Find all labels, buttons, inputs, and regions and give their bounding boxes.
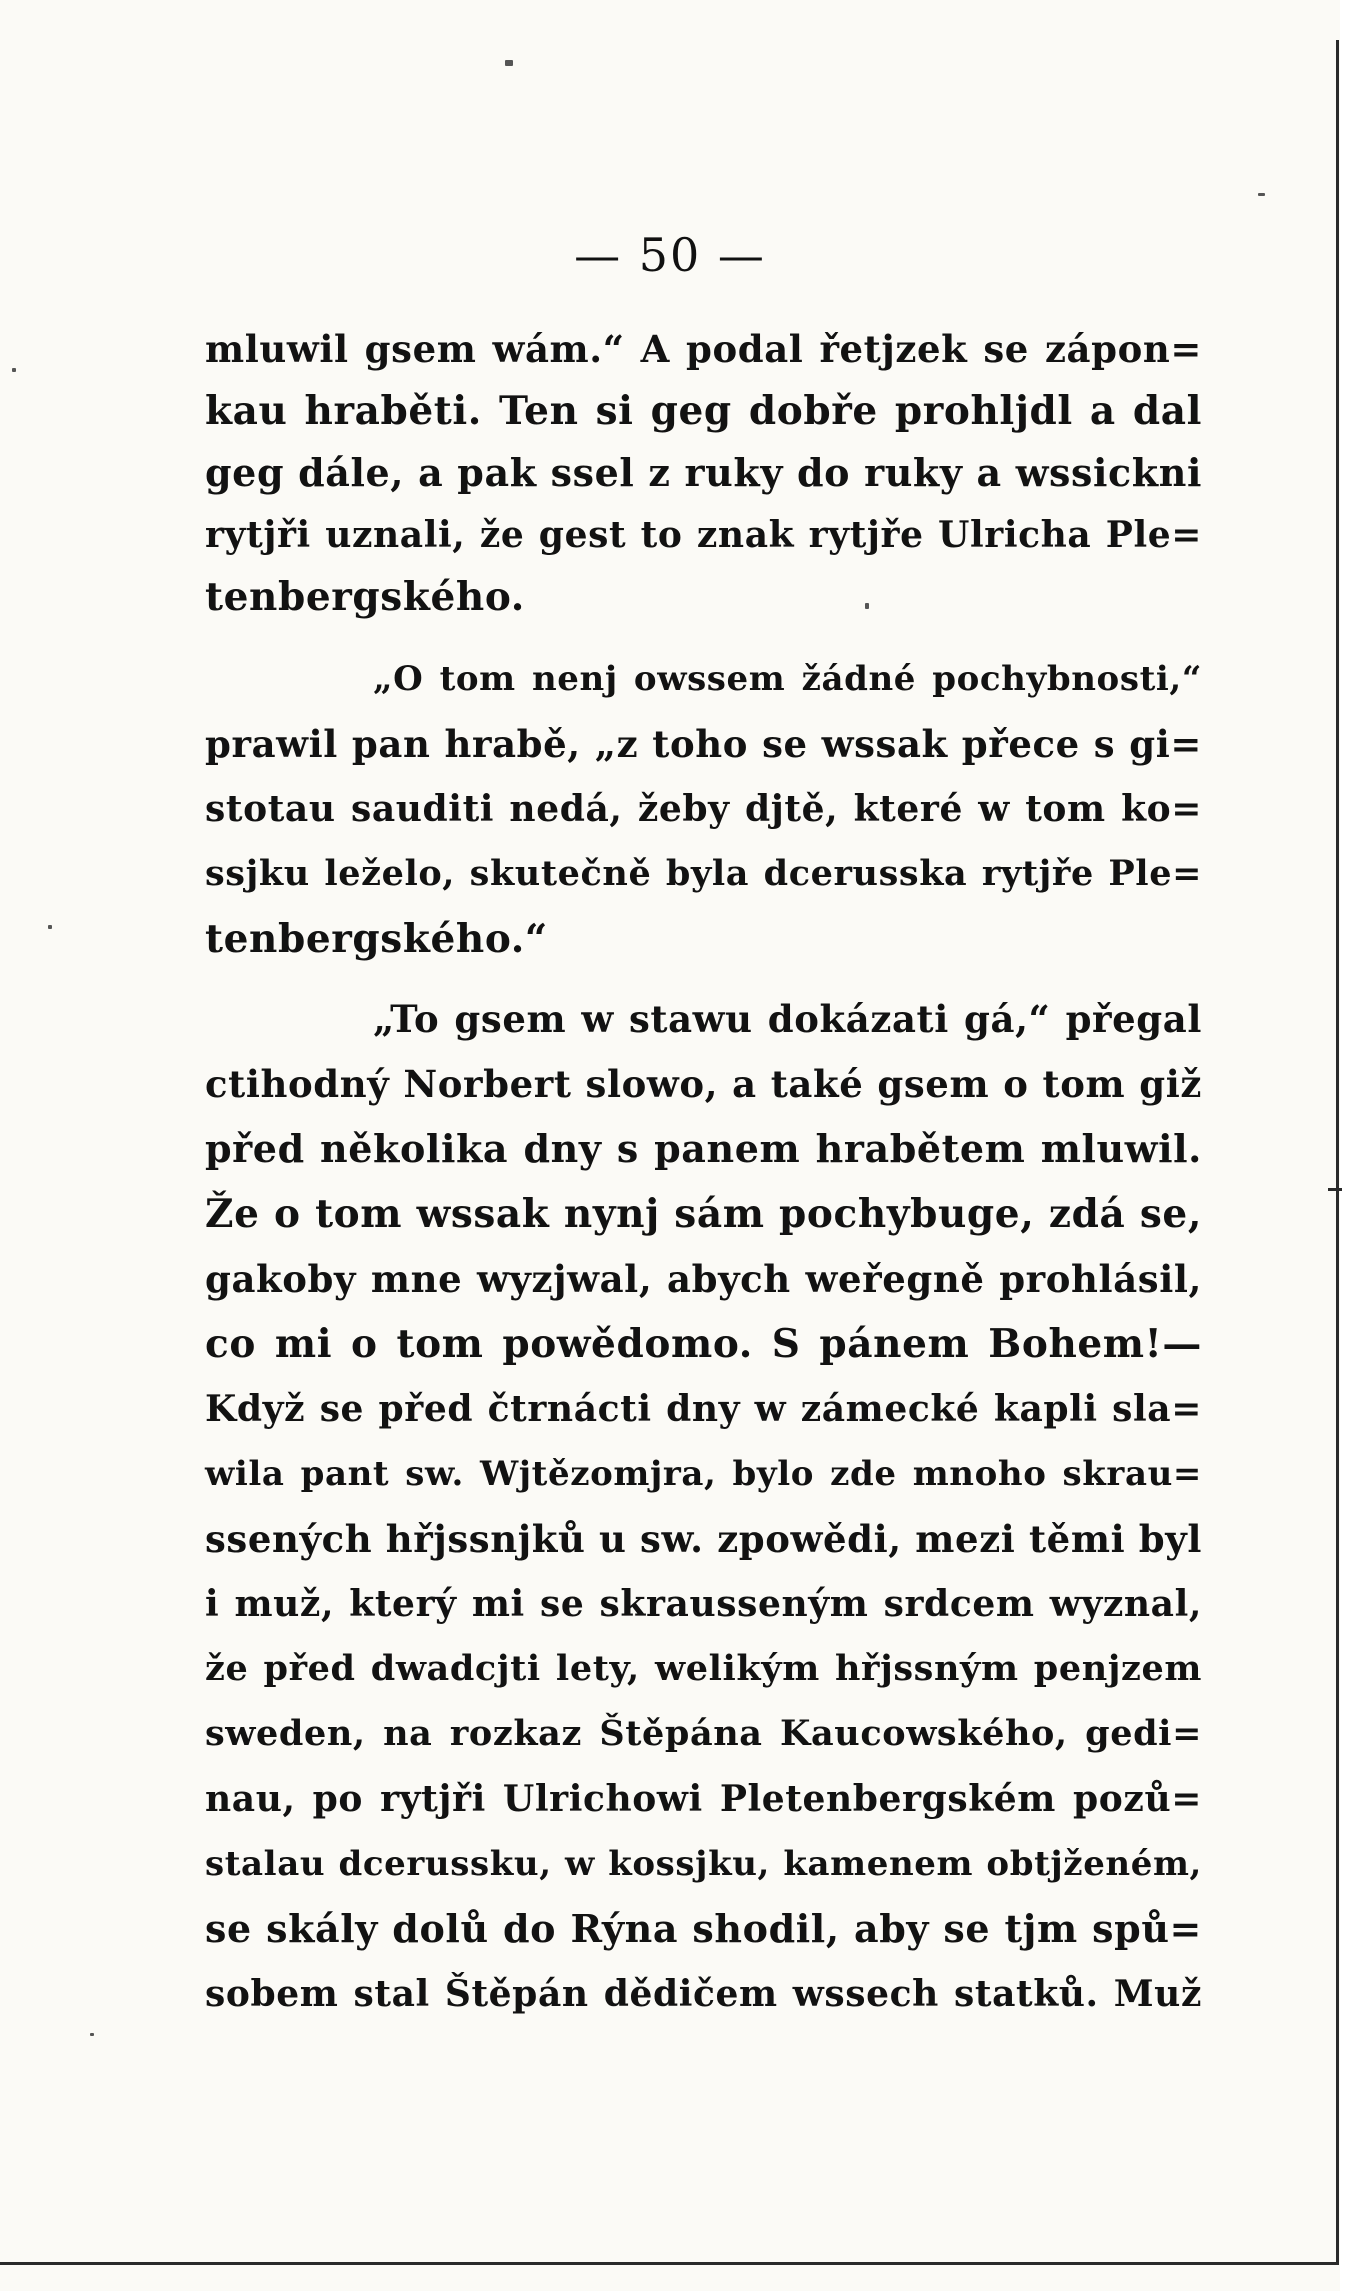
text-line: mluwil gsem wám.“ A podal řetjzek se zápon=: [205, 327, 1202, 371]
page-edge-notch: [1328, 1188, 1342, 1191]
text-line: tenbergského.“: [205, 916, 548, 962]
text-line: co mi o tom powědomo. S pánem Bohem!—: [205, 1321, 1202, 1367]
text-line: i muž, který mi se skrausseným srdcem wyznal,: [205, 1583, 1202, 1625]
text-line: ctihodný Norbert slowo, a také gsem o tom giž: [205, 1062, 1202, 1106]
text-line: sweden, na rozkaz Štěpána Kaucowského, gedi=: [205, 1713, 1202, 1754]
page-edge-right: [1336, 40, 1339, 2265]
text-line: sobem stal Štěpán dědičem wssech statků. Muž: [205, 1973, 1202, 2015]
text-line: tenbergského.: [205, 574, 525, 620]
ink-speck: [90, 2033, 94, 2036]
text-line: Že o tom wssak nynj sám pochybuge, zdá se,: [205, 1191, 1202, 1237]
text-line: ssených hřjssnjků u sw. zpowědi, mezi těmi byl: [205, 1517, 1202, 1561]
text-line: gakoby mne wyzjwal, abych weřegně prohlásil,: [205, 1257, 1202, 1301]
text-line: nau, po rytjři Ulrichowi Pletenbergském pozů=: [205, 1778, 1202, 1820]
text-line: geg dále, a pak ssel z ruky do ruky a wssickni: [205, 450, 1202, 495]
body-text: [205, 320, 1202, 2015]
text-line: před několika dny s panem hrabětem mluwil.: [205, 1126, 1202, 1171]
text-line: ssjku leželo, skutečně byla dcerusska rytjře Ple=: [205, 853, 1202, 894]
text-line: wila pant sw. Wjtězomjra, bylo zde mnoho skrau=: [205, 1454, 1202, 1494]
text-line: se skály dolů do Rýna shodil, aby se tjm spů=: [205, 1906, 1202, 1951]
text-line: Když se před čtrnácti dny w zámecké kapli sla=: [205, 1388, 1202, 1430]
page-number: — 50 —: [574, 228, 766, 282]
text-line: stalau dcerussku, w kossjku, kamenem obtjženém,: [205, 1844, 1202, 1884]
ink-speck: [1258, 193, 1265, 196]
ink-speck: [48, 925, 52, 929]
page-edge-bottom: [0, 2262, 1339, 2265]
text-line: kau hraběti. Ten si geg dobře prohljdl a dal: [205, 388, 1202, 434]
ink-speck: [505, 60, 513, 66]
text-line: „To gsem w stawu dokázati gá,“ přegal: [373, 997, 1202, 1041]
text-line: prawil pan hrabě, „z toho se wssak přece s gi=: [205, 722, 1202, 766]
text-line: že před dwadcjti lety, welikým hřjssným penjzem: [205, 1648, 1202, 1689]
text-line: stotau sauditi nedá, žeby djtě, které w tom ko=: [205, 788, 1202, 830]
text-line: rytjři uznali, že gest to znak rytjře Ulricha Ple=: [205, 514, 1202, 556]
ink-speck: [12, 368, 16, 372]
text-line: „O tom nenj owssem žádné pochybnosti,“: [373, 659, 1202, 699]
